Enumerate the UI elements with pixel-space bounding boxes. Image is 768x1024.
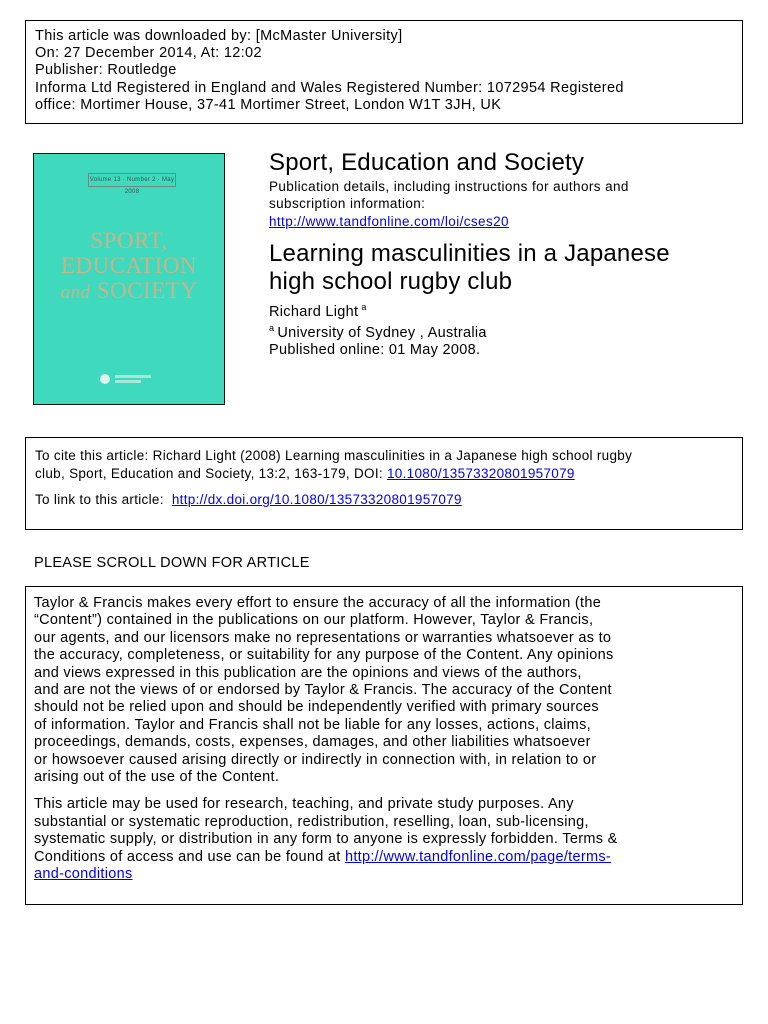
download-line: This article was downloaded by: [McMaster University] [35, 28, 403, 44]
cover-title-line: and SOCIETY [60, 278, 198, 303]
terms-link-continued[interactable]: and-conditions [34, 866, 133, 883]
publisher-logo-icon [100, 374, 110, 384]
disclaimer-line: Taylor & Francis makes every effort to ensure the accuracy of all the information (the [34, 595, 602, 611]
author-name: Richard Light [269, 304, 359, 320]
disclaimer-line: proceedings, demands, costs, expenses, damages, and other liabilities whatsoever [34, 734, 591, 751]
published-date: Published online: 01 May 2008. [269, 342, 481, 358]
terms-link[interactable]: http://www.tandfonline.com/page/terms- [344, 848, 612, 865]
disclaimer-line: the accuracy, completeness, or suitability for any purpose of the Content. Any opinions [34, 647, 614, 664]
disclaimer-line [34, 849, 734, 866]
disclaimer-line: or howsoever caused arising directly or indirectly in connection with, in relation to or [34, 751, 597, 768]
article-doi-url-link[interactable]: http://dx.doi.org/10.1080/13573320801957079 [171, 492, 462, 507]
journal-title: Sport, Education and Society [269, 149, 585, 176]
author-affiliation-marker: a [361, 302, 367, 312]
cover-title-line: SPORT, [90, 228, 168, 253]
affiliation-marker: a [269, 323, 275, 333]
link-line [35, 491, 733, 509]
affiliation-text: University of Sydney , Australia [277, 325, 487, 341]
affiliation-line [269, 323, 487, 341]
disclaimer-line: systematic supply, or distribution in any form to anyone is expressly forbidden. Terms & [34, 831, 618, 848]
disclaimer-line: This article may be used for research, teaching, and private study purposes. Any [34, 796, 574, 813]
citation-box [25, 437, 743, 530]
publisher-logo-text [115, 375, 151, 378]
disclaimer-line: and views expressed in this publication are the opinions and views of the authors, [34, 664, 582, 681]
doi-link[interactable]: 10.1080/13573320801957079 [387, 465, 575, 481]
disclaimer-line: should not be relied upon and should be independently verified with primary sources [34, 699, 599, 716]
publication-details-line: Publication details, including instructions for authors and [269, 179, 629, 194]
download-line: office: Mortimer House, 37-41 Mortimer Street, London W1T 3JH, UK [35, 96, 502, 113]
download-info-box [25, 20, 743, 124]
download-line: On: 27 December 2014, At: 12:02 [35, 45, 262, 62]
publication-details-line: subscription information: [269, 196, 426, 212]
cite-line: To cite this article: Richard Light (2008) Learning masculinities in a Japanese high school rugby [35, 448, 633, 463]
download-line: Publisher: Routledge [35, 62, 177, 79]
disclaimer-line: of information. Taylor and Francis shall not be liable for any losses, actions, claims, [34, 716, 591, 733]
journal-url-link[interactable]: http://www.tandfonline.com/loi/cses20 [269, 213, 509, 229]
disclaimer-line: arising out of the use of the Content. [34, 769, 280, 786]
disclaimer-line: and are not the views of or endorsed by Taylor & Francis. The accuracy of the Content [34, 682, 612, 699]
scroll-notice: PLEASE SCROLL DOWN FOR ARTICLE [34, 555, 310, 571]
author-line [269, 302, 367, 320]
disclaimer-line [34, 866, 734, 883]
cite-line [35, 465, 733, 483]
article-title-line: high school rugby club [269, 268, 513, 295]
link-label: To link to this article: [35, 492, 164, 507]
journal-cover-image [33, 153, 225, 405]
article-title-line: Learning masculinities in a Japanese [269, 240, 670, 267]
disclaimer-line: our agents, and our licensors make no representations or warranties whatsoever as to [34, 629, 612, 646]
disclaimer-box [25, 586, 743, 905]
cover-title-line: EDUCATION [60, 253, 198, 278]
download-line: Informa Ltd Registered in England and Wales Registered Number: 1072954 Registered [35, 79, 624, 96]
cover-volume-line: Volume 13 · Number 2 · May 2008 [88, 173, 176, 187]
cite-line-prefix: club, Sport, Education and Society, 13:2, 163-179, DOI: [35, 465, 387, 481]
terms-prefix: Conditions of access and use can be found at [34, 848, 345, 865]
publication-details [269, 178, 629, 230]
disclaimer-line: “Content”) contained in the publications on our platform. However, Taylor & Francis, [34, 612, 594, 629]
disclaimer-line: substantial or systematic reproduction, redistribution, reselling, loan, sub-licensing, [34, 813, 589, 830]
publisher-logo-text [115, 380, 141, 383]
article-title [269, 240, 670, 296]
